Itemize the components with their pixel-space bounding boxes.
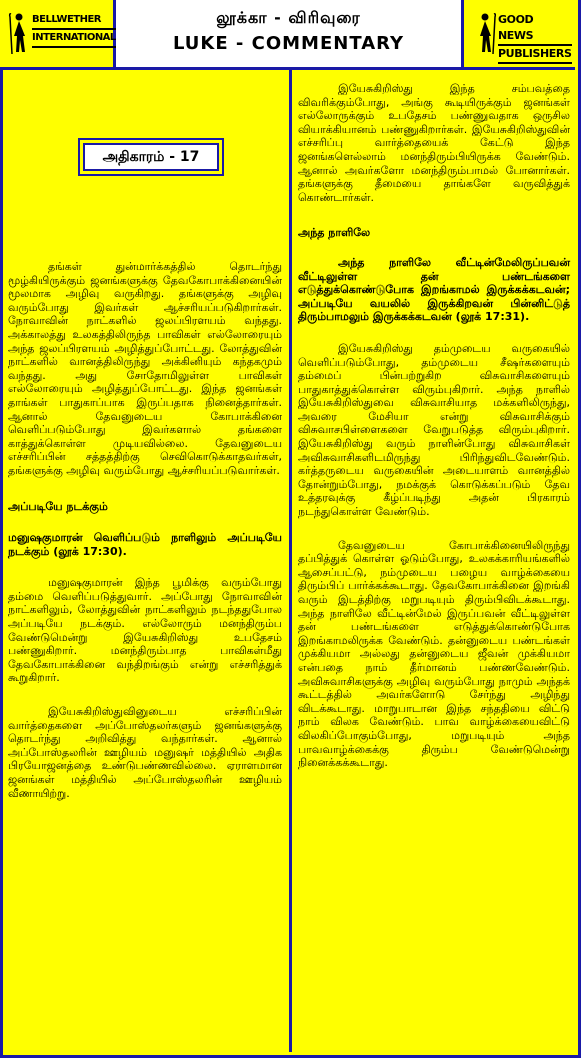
right-paragraph-1: இயேசுகிறிஸ்து இந்த சம்பவத்தை விவரிக்கும்போது, அங்கு கூடியிருக்கும் ஜனங்கள் எல்லோருக்கும் உபதேசம் பண்ணுவதாக ஒருசில வியாக்கியானம் பண்ணுகிறார்கள். இயேசுகிறிஸ்துவின் எச்சரிப்பு வார்த்தையைக் கேட்டு இந்த ஜனங்களெல்லாம் மனந்திரும்பியிருக்க வேண்டும். ஆனால் அவர்களோ மனந்திரும்பாமல் போனார்கள். தங்களுக்கு தீமையை தாங்களே வருவித்துக் கொண்டார்கள். bbox=[298, 82, 570, 204]
left-paragraph-2: மனுஷகுமாரன் இந்த பூமிக்கு வரும்போது தம்மை வெளிப்படுத்துவார். அப்போது நோவாவின் நாட்களிலும், லோத்துவின் நாட்களிலும் நடந்ததுபோல அப்படியே நடக்கும். எல்லோரும் மனந்திரும்ப வேண்டுமென்று இயேசுகிறிஸ்து உபதேசம் பண்ணுகிறார். மனந்திரும்பாத பாவிகள்மீது தேவகோபாக்கினை வந்திறங்கும் என்று எச்சரித்துக் கூறுகிறார். bbox=[8, 576, 282, 685]
left-paragraph-1: தங்கள் துன்மார்க்கத்தில் தொடர்ந்து மூழ்கியிருக்கும் ஜனங்களுக்கு தேவகோபாக்கினையின் மூலமாக அழிவு வருகிறது. தங்களுக்கு அழிவு வரும்போது இவர்கள் ஆச்சரியப்படுகிறார்கள். நோவாவின் நாட்களில் ஜலப்பிரளயம் வந்தது. அக்காலத்து உலகத்திலிருந்த பாவிகள் எல்லோரையும் அந்த ஜலப்பிரளயம் அழித்துப்போட்டது. லோத்துவின் நாட்களில் வானத்திலிருந்து அக்கினியும் கந்தகமும் வந்தது. அது சோதோமிலுள்ள பாவிகள் எல்லோரையும் அழித்துப்போட்டது. இந்த ஜனங்கள் தாங்கள் பாதுகாப்பாக இருப்பதாக நினைத்தார்கள். ஆனால் தேவனுடைய கோபாக்கினை வெளிப்படும்போது இவர்களால் தங்களை காத்துக்கொள்ள முடியவில்லை. தேவனுடைய எச்சரிப்பின் சத்தத்திற்கு செவிகொடுக்காதவர்கள், தங்களுக்கு அழிவு வரும்போது ஆச்சரியப்படுவார்கள். bbox=[8, 260, 282, 477]
column-divider bbox=[289, 70, 292, 1052]
right-paragraph-3: தேவனுடைய கோபாக்கினையிலிருந்து தப்பித்துக் கொள்ள ஓடும்போது, உலகக்காரியங்களில் ஆசைப்பட்டு, நம்முடைய பழைய வாழ்க்கையை திரும்பிப் பார்க்கக்கூடாது. தேவகோபாக்கினை இறங்கி வரும் இடத்திற்கு மறுபடியும் திரும்பிவிடக்கூடாது. அந்த நாளிலே வீட்டின்மேல் இருப்பவன் வீட்டிலுள்ள தன் பண்டங்களை எடுத்துக்கொண்டுபோக இறங்காமலிருக்க வேண்டும். தன்னுடைய பண்டங்கள் முக்கியமா அல்லது தன்னுடைய ஜீவன் முக்கியமா என்பதை நாம் தீர்மானம் பண்ணவேண்டும். அவிசுவாசிகளுக்கு அழிவு வரும்போது நாமும் அந்தக் கூட்டத்தில் அவர்களோடு சேர்ந்து அழிந்து விடக்கூடாது. மாறுபாடான இந்த சந்ததியை விட்டு நாம் விலக வேண்டும். பாவ வாழ்க்கையைவிட்டு விலகிப்போகும்போது, மறுபடியும் அந்த பாவவாழ்க்கைக்கு திரும்ப வேண்டுமென்று நினைக்கக்கூடாது. bbox=[298, 538, 570, 770]
left-heading-1: அப்படியே நடக்கும் bbox=[8, 499, 108, 513]
chapter-label: அதிகாரம் - 17 bbox=[83, 143, 219, 171]
logo-left-line2: INTERNATIONAL bbox=[32, 30, 116, 48]
title-english: LUKE - COMMENTARY bbox=[172, 33, 405, 54]
left-verse-1: மனுஷகுமாரன் வெளிப்படும் நாளிலும் அப்படியே நடக்கும் (லூக் 17:30). bbox=[8, 531, 282, 558]
logo-box-left bbox=[0, 0, 116, 67]
header-title-block bbox=[116, 0, 461, 67]
logo-left-line1: BELLWETHER bbox=[32, 12, 116, 30]
logo-box-right bbox=[461, 0, 578, 67]
logo-right-line1: GOOD NEWS bbox=[498, 12, 572, 46]
left-column bbox=[8, 70, 282, 800]
right-verse-1: அந்த நாளிலே வீட்டின்மேலிருப்பவன் வீட்டிலுள்ள தன் பண்டங்களை எடுத்துக்கொண்டுபோக இறங்காமல் இருக்கக்கடவன்; அப்படியே வயலில் இருக்கிறவன் பின்னிட்டுத் திரும்பாமலும் இருக்கக்கடவன் (லூக் 17:31). bbox=[298, 255, 570, 324]
logo-right-line2: PUBLISHERS bbox=[498, 46, 572, 64]
logo-right bbox=[464, 0, 572, 60]
right-column bbox=[298, 70, 570, 770]
right-heading-1: அந்த நாளிலே bbox=[298, 226, 371, 240]
title-tamil: லூக்கா - விரிவுரை bbox=[216, 8, 361, 27]
left-paragraph-3: இயேசுகிறிஸ்துவினுடைய எச்சரிப்பின் வார்த்தைகளை அப்போஸ்தலர்களும் ஜனங்களுக்கு தொடர்ந்து அறிவித்து வந்தார்கள். ஆனால் அப்போஸ்தலரின் ஊழியம் மனுஷர் மத்தியில் அதிக பிரயோஜனத்தை உண்டுபண்ணவில்லை. ஏராளமான ஜனங்கள் மத்தியில் அப்போஸ்தலரின் ஊழியம் வீணாயிற்று. bbox=[8, 705, 282, 800]
logo-left bbox=[0, 0, 116, 48]
right-paragraph-2: இயேசுகிறிஸ்து தம்முடைய வருகையில் வெளிப்படும்போது, தம்முடைய சீஷர்களையும் தம்மைப் பின்பற்றுகிற விசுவாசிகளையும் பாதுகாத்துக்கொள்ள விரும்புகிறார். அந்த நாளில் இயேசுகிறிஸ்துவை விசுவாசியாத மக்களிலிருந்து, அவரை மேசியா என்று விசுவாசிக்கும் விசுவாசபிள்ளைகளை வேறுபடுத்த விரும்புகிறார். இயேசுகிறிஸ்து வரும் நாளின்போது விசுவாசிகள் அவிசுவாசிகளிடமிருந்து பிரிந்துவிடவேண்டும். கர்த்தருடைய வருகையின் அடையாளம் வானத்தில் தோன்றும்போது, நமக்குக் கொடுக்கப்படும் தேவ உத்தரவுக்கு கீழ்ப்படிந்து அதன் பிரகாரம் நடந்துகொள்ள வேண்டும். bbox=[298, 341, 570, 519]
page-header bbox=[0, 0, 575, 70]
